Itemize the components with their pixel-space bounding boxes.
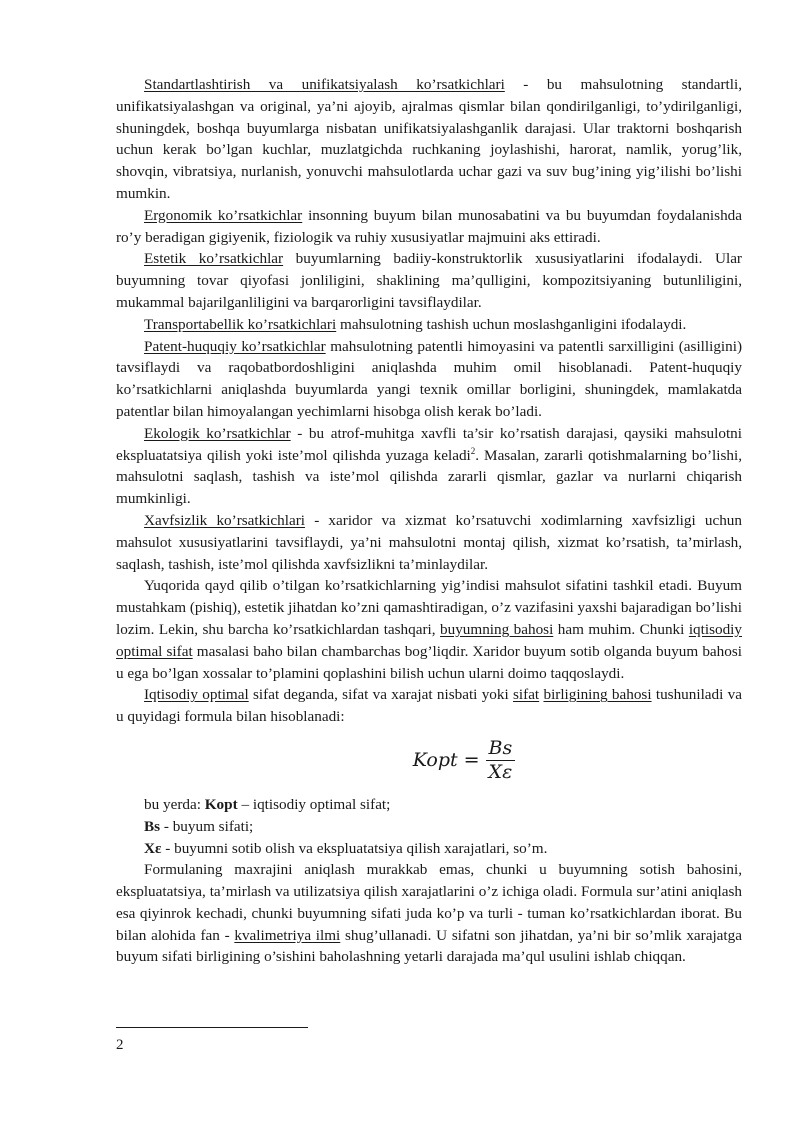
legend-lead: bu yerda: (144, 795, 205, 813)
paragraph-text: - bu mahsulotning standartli, unifikatsiyalashgan va original, ya’ni ajoyib, ajralmas qismlar bilan qondirilganligi, to’ydirilganligi, shuningdek, boshqa buyumlarga nisbatan unifikatsiyalashganlik darajasi. Ular traktorni boshqarish uchun kerak bo’lgan kuchlar, muzlatgichda ruchkaning joylashishi, harorat, namlik, yorug’lik, shovqin, vibratsiya, nurlanish, yonuvchi mahsulotlarda uchar gazi va suv bug’ining yig’ilishi bo’lishi mumkin. (116, 76, 742, 202)
footnote-separator (116, 1027, 308, 1028)
footnote-number: 2 (116, 1037, 124, 1053)
paragraph-text: - bu atrof-muhitga xavfli ta’sir ko’rsatish darajasi, qaysiki mahsulotni ekspluatatsiya qilish yoki iste’mol qilishda yuzaga keladi (116, 424, 742, 464)
paragraph-text: buyumlarning badiiy-konstruktorlik xususiyatlarini ifodalaydi. Ular buyumning tovar qiyofasi jonliligini, shaklining ma’qulligini, kompozitsiyaning butunliligini, mukammal bajarilganliligini va barqarorligini tavsiflaydilar. (116, 250, 742, 311)
term-aesthetic: Estetik ko’rsatkichlar (144, 250, 284, 268)
legend-description: – iqtisodiy optimal sifat; (237, 795, 391, 813)
paragraph-summary (116, 575, 742, 684)
term-unit-price: birligining bahosi (543, 686, 652, 704)
formula (116, 728, 742, 794)
paragraph-text: mahsulotning patentli himoyasini va patentli sarxilligini (asilligini) tavsiflaydi va raqobatbordoshligini aniqlashda muhim omil hisoblanadi. Patent-huquqiy ko’rsatkichlarni aniqlashda buyumlarda yangi texnik omillar borligini, shuningdek, mamlakatda patentlar bilan himoyalangan yechimlarni hisobga olish kerak bo’ladi. (116, 337, 743, 420)
term-patent: Patent-huquqiy ko’rsatkichlar (144, 337, 326, 355)
formula-lhs: Kopt (412, 749, 458, 771)
paragraph-text: insonning buyum bilan munosabatini va bu buyumdan foydalanishda ro’y beradigan gigiyenik, fiziologik va ruhiy xususiyatlar majmuini aks ettiradi. (116, 206, 742, 246)
formula-equals: = (463, 749, 480, 771)
footnote-reference[interactable]: 2 (470, 445, 476, 456)
legend-symbol: Bs (144, 817, 161, 835)
legend-description: - buyumni sotib olish va ekspluatatsiya qilish xarajatlari, so’m. (161, 839, 548, 857)
formula-denominator: Xε (488, 761, 513, 784)
paragraph-text: shug’ullanadi. U sifatni son jihatdan, ya’ni bir so’mlik xarajatga buyum sifati birligining o’sishini baholashning yetarli darajada ma’qul usulini ishlab chiqqan. (116, 926, 742, 966)
paragraph-standardization (116, 74, 742, 205)
term-economic-optimal: Iqtisodiy optimal (144, 686, 249, 704)
paragraph-text: Formulaning maxrajini aniqlash murakkab emas, chunki u buyumning sotish bahosini, ekspluatatsiya, ta’mirlash va utilizatsiya qilish xarajatlarini o’z ichiga oladi. Formula sur’atini aniqlash esa qiyinrok kechadi, chunki buyumning sifati juda ko’p va turli - tuman ko’rsatkichlardan iborat. Bu bilan alohida fan - (116, 861, 742, 944)
paragraph-text: . Masalan, zararli qotishmalarning bo’lishi, mahsulotni saqlash, tashish va iste’mol qilishda zararli qismlar, gazlar va nurlarni chiqarish mumkinligi. (116, 446, 742, 508)
term-economic-optimal-quality: iqtisodiy optimal sifat (116, 620, 742, 660)
term-transportability: Transportabellik ko’rsatkichlari (144, 315, 337, 333)
legend-symbol: Xε (144, 839, 162, 857)
document-body (116, 74, 742, 968)
legend-line (116, 838, 742, 860)
term-safety: Xavfsizlik ko’rsatkichlari (144, 511, 306, 529)
term-quality: sifat (513, 686, 540, 704)
paragraph-transportability (116, 314, 742, 336)
paragraph-ergonomic (116, 205, 742, 249)
paragraph-text: Yuqorida qayd qilib o’tilgan ko’rsatkichlarning yig’indisi mahsulot sifatini tashkil etadi. Buyum mustahkam (pishiq), estetik jihatdan ko’zni qamashtiradigan, o’z vazifasini yaxshi bajaradigan bo’lishi lozim. Lekin, shu barcha ko’rsatkichlardan tashqari, (116, 577, 742, 638)
paragraph-text: mahsulotning tashish uchun moslashganligini ifodalaydi. (336, 315, 687, 333)
paragraph-safety (116, 510, 742, 575)
paragraph-text: sifat deganda, sifat va xarajat nisbati yoki (248, 686, 513, 704)
legend-symbol: Kopt (204, 795, 238, 813)
term-ergonomic: Ergonomik ko’rsatkichlar (144, 206, 303, 224)
term-product-price: buyumning bahosi (440, 620, 554, 638)
term-ecological: Ekologik ko’rsatkichlar (144, 424, 291, 442)
paragraph-aesthetic (116, 248, 742, 313)
paragraph-patent (116, 336, 742, 423)
paragraph-qualimetry (116, 859, 742, 968)
legend-line (116, 816, 742, 838)
paragraph-text: tushuniladi va u quyidagi formula bilan hisoblanadi: (116, 686, 743, 726)
paragraph-text: - xaridor va xizmat ko’rsatuvchi xodimlarning xavfsizligi uchun mahsulot xususiyatlarini tavsiflaydi, ya’ni mahsulotni montaj qilish, xizmat ko’rsatish, ta’mirlash, saqlash, tashish, iste’mol qilishda xavfsizlikni ta’minlaydilar. (116, 511, 742, 573)
paragraph-text: masalasi baho bilan chambarchas bog’liqdir. Xaridor buyum sotib olganda buyum bahosi u ega bo’lgan xossalar to’plamini qoplashini bilish uchun ularni doimo taqqoslaydi. (116, 642, 742, 682)
paragraph-text: ham muhim. Chunki (553, 620, 689, 638)
formula-fraction (486, 738, 516, 785)
term-standardization: Standartlashtirish va unifikatsiyalash ko’rsatkichlari (144, 76, 505, 93)
formula-numerator: Bs (486, 738, 516, 762)
paragraph-ecological (116, 423, 742, 510)
legend-description: - buyum sifati; (160, 817, 254, 835)
paragraph-optimal-definition (116, 684, 742, 728)
legend-line (116, 794, 742, 816)
term-qualimetry: kvalimetriya ilmi (234, 926, 341, 944)
